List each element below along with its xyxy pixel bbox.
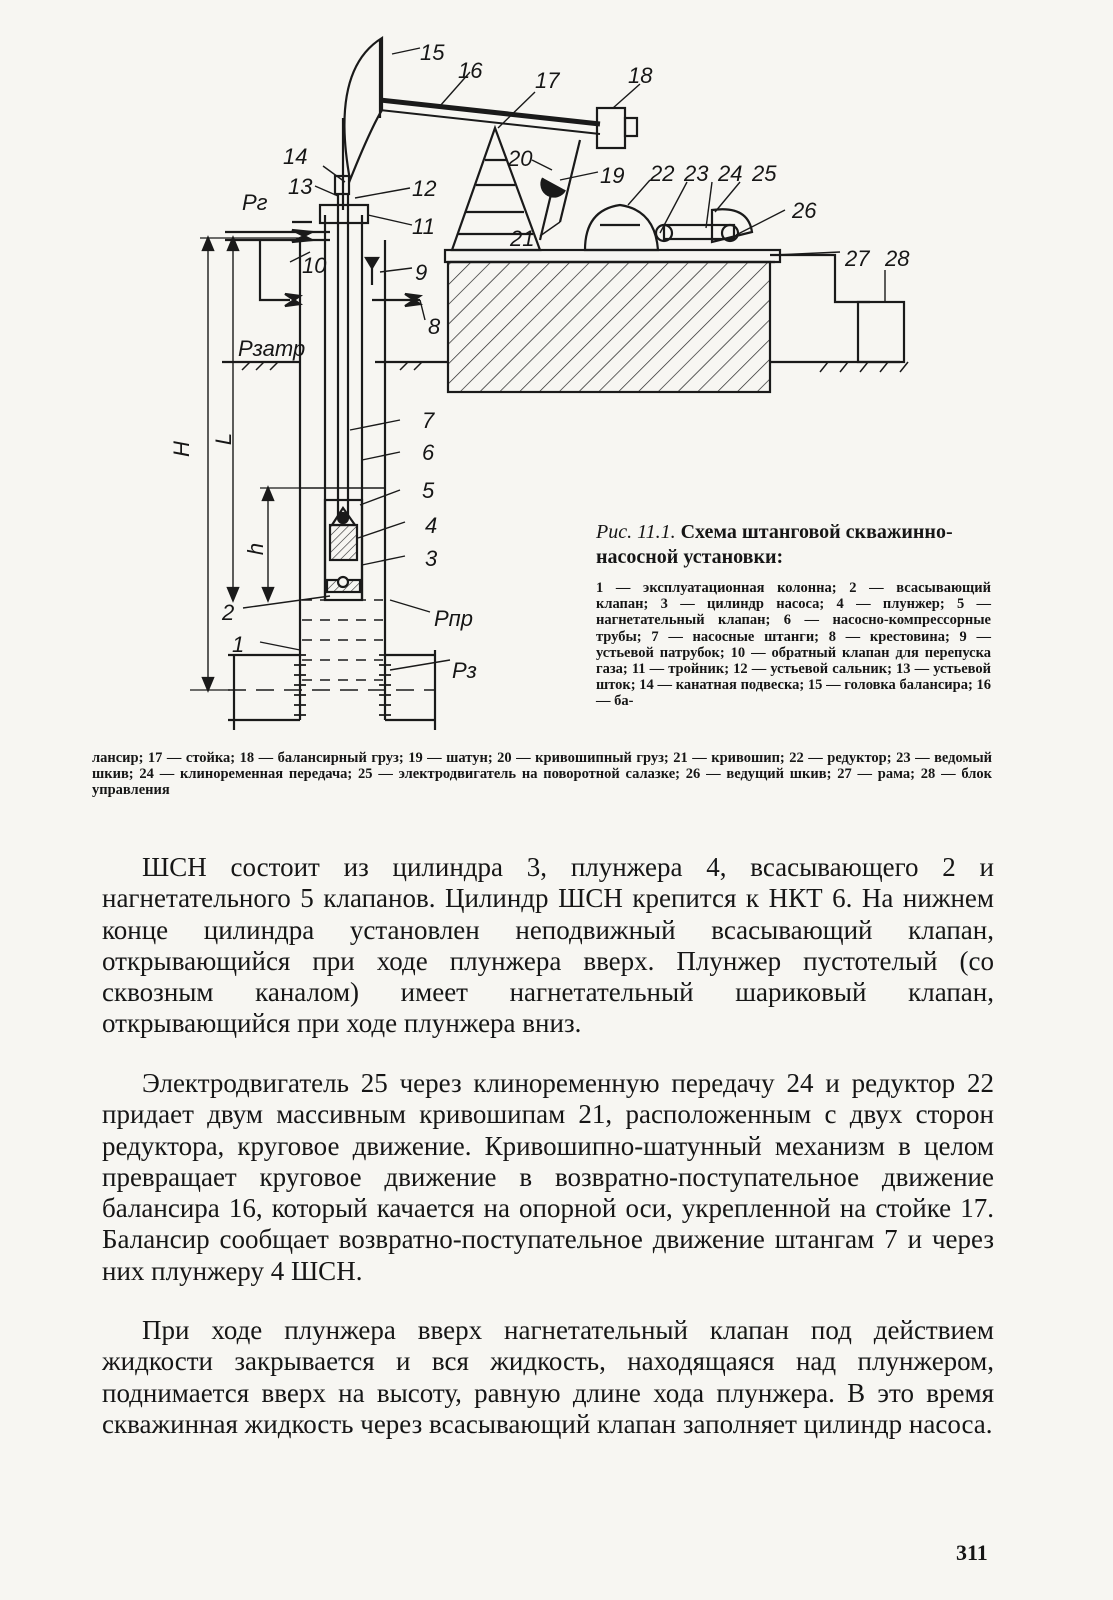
fig-label-16: 16 (458, 58, 483, 83)
figure-caption-legend-continued: лансир; 17 — стойка; 18 — балансирный груз; 19 — шатун; 20 — кривошипный груз; 21 — кривошип; 22 — редуктор; 23 — ведомый шкив; 24 — клиноременная передача; 25 — электродвигатель на поворотной салазке; 26 — ведущий шкив; 27 — рама; 28 — блок управления (92, 750, 992, 799)
fig-label-7: 7 (422, 408, 435, 433)
plunger (330, 525, 357, 560)
fig-label-11: 11 (412, 214, 435, 239)
fig-label-13: 13 (288, 174, 313, 199)
fig-label-p-z: Рз (452, 658, 477, 683)
paragraph-2: Электродвигатель 25 через клиноременную передачу 24 и редуктор 22 придает двум массивным кривошипам 21, расположенным с двух сторон редуктора, круговое движение. Кривошипно-шатунный механизм в целом превращает круговое движение в возвратно-поступательное движение балансира 16, который качается на опорной оси, укрепленной на стойке 17. Балансир сообщает возвратно-поступательное движение штангам 7 и через них плунжеру 4 ШСН. (102, 1068, 994, 1286)
fig-label-25: 25 (752, 161, 777, 186)
foundation-block (448, 262, 770, 392)
figure-title: Схема штанговой скважинно-насосной установки: (596, 521, 953, 568)
fig-label-14: 14 (283, 144, 308, 169)
fig-label-2: 2 (222, 600, 235, 625)
figure-caption-title (596, 520, 996, 570)
horse-head-shape (344, 38, 382, 180)
fig-label-20: 20 (508, 146, 533, 171)
fig-label-26: 26 (792, 198, 817, 223)
paragraph-3: При ходе плунжера вверх нагнетательный клапан под действием жидкости закрывается и вся жидкость, находящаяся над плунжером, поднимается вверх на высоту, равную длине хода плунжера. В это время скважинная жидкость через всасывающий клапан заполняет цилиндр насоса. (102, 1315, 994, 1439)
fig-label-24: 24 (718, 161, 743, 186)
dimension-label-H: Н (168, 441, 194, 457)
fig-label-9: 9 (415, 260, 428, 285)
pump-unit-diagram (150, 30, 960, 830)
walking-beam (380, 100, 600, 124)
fig-label-3: 3 (425, 546, 438, 571)
counterweight-box (597, 108, 625, 148)
fig-label-18: 18 (628, 63, 653, 88)
fig-label-6: 6 (422, 440, 435, 465)
base-frame (445, 250, 780, 262)
figure-caption-legend: 1 — эксплуатационная колонна; 2 — всасывающий клапан; 3 — цилиндр насоса; 4 — плунжер; 5 — нагнетательный клапан; 6 — насосно-компрессорные трубы; 7 — насосные штанги; 8 — крестовина; 9 — устьевой патрубок; 10 — обратный клапан для перепуска газа; 11 — тройник; 12 — устьевой сальник; 13 — устьевой шток; 14 — канатная подвеска; 15 — головка балансира; 16 — ба- (596, 580, 991, 710)
control-unit (858, 302, 904, 362)
pitman-rod (560, 140, 580, 222)
fig-label-p-pr: Рпр (434, 606, 474, 631)
gear-reducer (585, 205, 658, 250)
fig-label-10: 10 (302, 253, 327, 278)
fig-label-5: 5 (422, 478, 435, 503)
figure-number: Рис. 11.1. (596, 521, 676, 543)
dimension-label-L: L (211, 432, 237, 446)
fig-label-p-g: Рг (242, 190, 268, 215)
fig-label-15: 15 (420, 40, 445, 65)
fig-label-12: 12 (412, 176, 437, 201)
fig-label-4: 4 (425, 513, 438, 538)
page-number: 311 (956, 1540, 988, 1565)
fig-label-19: 19 (600, 163, 625, 188)
fig-label-23: 23 (684, 161, 709, 186)
paragraph-1: ШСН состоит из цилиндра 3, плунжера 4, всасывающего 2 и нагнетательного 5 клапанов. Цилиндр ШСН крепится к НКТ 6. На нижнем конце цилиндра установлен неподвижный всасывающий клапан, открывающийся при ходе плунжера вверх. Плунжер пустотелый (со сквозным каналом) имеет нагнетательный шариковый клапан, открывающийся при ходе плунжера вниз. (102, 852, 994, 1039)
fig-label-1: 1 (232, 632, 245, 657)
dimension-label-h: h (243, 542, 269, 556)
fig-label-p-zatr: Рзатр (238, 336, 306, 361)
fig-label-17: 17 (535, 68, 560, 93)
pump-unit-figure (150, 30, 960, 830)
fig-label-28: 28 (885, 246, 910, 271)
fig-label-21: 21 (510, 226, 535, 251)
fig-label-8: 8 (428, 314, 441, 339)
fig-label-22: 22 (650, 161, 675, 186)
fig-label-27: 27 (845, 246, 870, 271)
